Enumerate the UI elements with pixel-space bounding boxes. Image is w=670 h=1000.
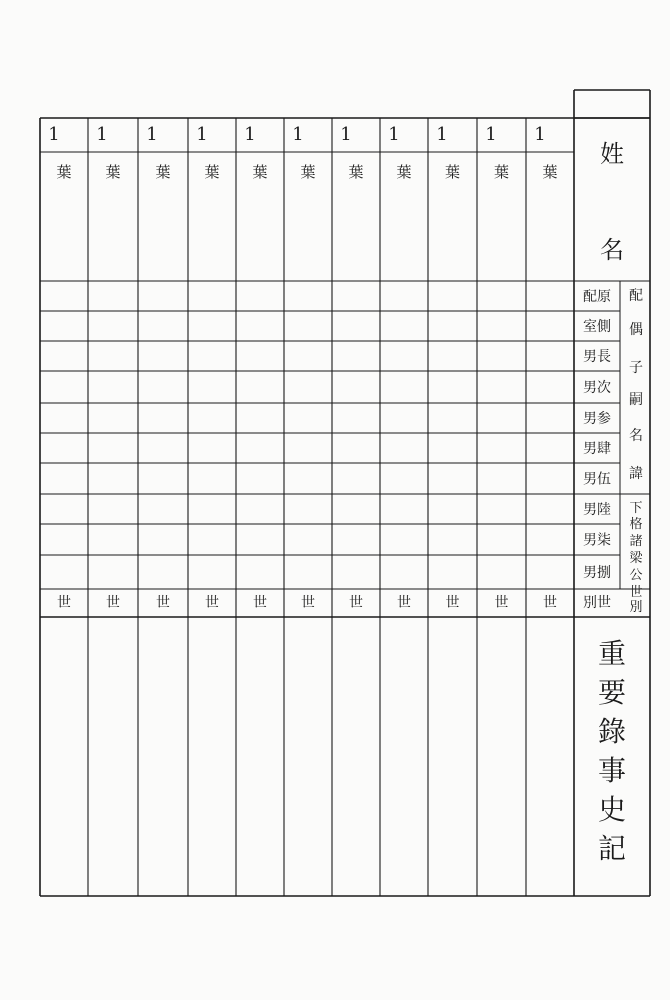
page-number-label: 1 [534, 124, 546, 145]
generation-label: 世 [205, 595, 219, 611]
leaf-label: 葉 [493, 163, 510, 181]
row-label: 男陸 [583, 502, 611, 518]
name-given-label: 名 [600, 236, 624, 264]
page-number-label: 1 [485, 124, 497, 145]
record-title: 重要錄事史記 [597, 637, 627, 865]
page-number-label: 1 [292, 124, 304, 145]
row-label: 男長 [583, 349, 611, 365]
generation-label: 世 [253, 595, 267, 611]
generation-row-label: 別世 [583, 595, 611, 611]
leaf-label: 葉 [105, 163, 121, 181]
leaf-label: 葉 [542, 163, 558, 181]
row-label: 男伍 [583, 471, 611, 488]
page-number-label: 1 [388, 124, 400, 145]
page-number-label: 1 [196, 124, 208, 145]
generation-label: 世 [301, 595, 315, 611]
generation-label: 世 [106, 595, 120, 611]
page-number-label: 1 [146, 124, 158, 145]
row-label: 室側 [583, 319, 611, 335]
generation-label: 世 [397, 595, 411, 611]
generation-label: 世 [494, 595, 509, 611]
lineage-side-label: 下格諸梁公世別 [629, 501, 643, 615]
generation-label: 世 [57, 595, 71, 611]
page-number-label: 1 [244, 124, 256, 145]
generation-label: 世 [543, 595, 557, 611]
row-label: 男参 [583, 411, 611, 427]
page-number-label: 1 [96, 124, 108, 145]
spouse-heir-side-label: 配偶子嗣名諱 [629, 288, 643, 482]
page-number-label: 1 [340, 124, 352, 145]
leaf-label: 葉 [396, 163, 412, 181]
row-label: 男次 [583, 380, 611, 396]
row-label: 配原 [583, 289, 611, 305]
generation-label: 世 [156, 595, 170, 611]
page-number-label: 1 [48, 124, 60, 145]
generation-label: 世 [349, 595, 363, 611]
leaf-label: 葉 [300, 163, 316, 181]
leaf-label: 葉 [155, 163, 171, 181]
row-label: 男肆 [583, 441, 611, 457]
leaf-label: 葉 [348, 163, 364, 181]
generation-label: 世 [445, 595, 460, 611]
page-number-label: 1 [436, 124, 448, 145]
leaf-label: 葉 [56, 163, 72, 181]
leaf-label: 葉 [204, 163, 220, 181]
leaf-label: 葉 [252, 163, 268, 181]
leaf-label: 葉 [444, 163, 461, 181]
name-surname-label: 姓 [600, 140, 624, 168]
row-label: 男捌 [583, 565, 611, 581]
row-label: 男柒 [583, 532, 611, 549]
